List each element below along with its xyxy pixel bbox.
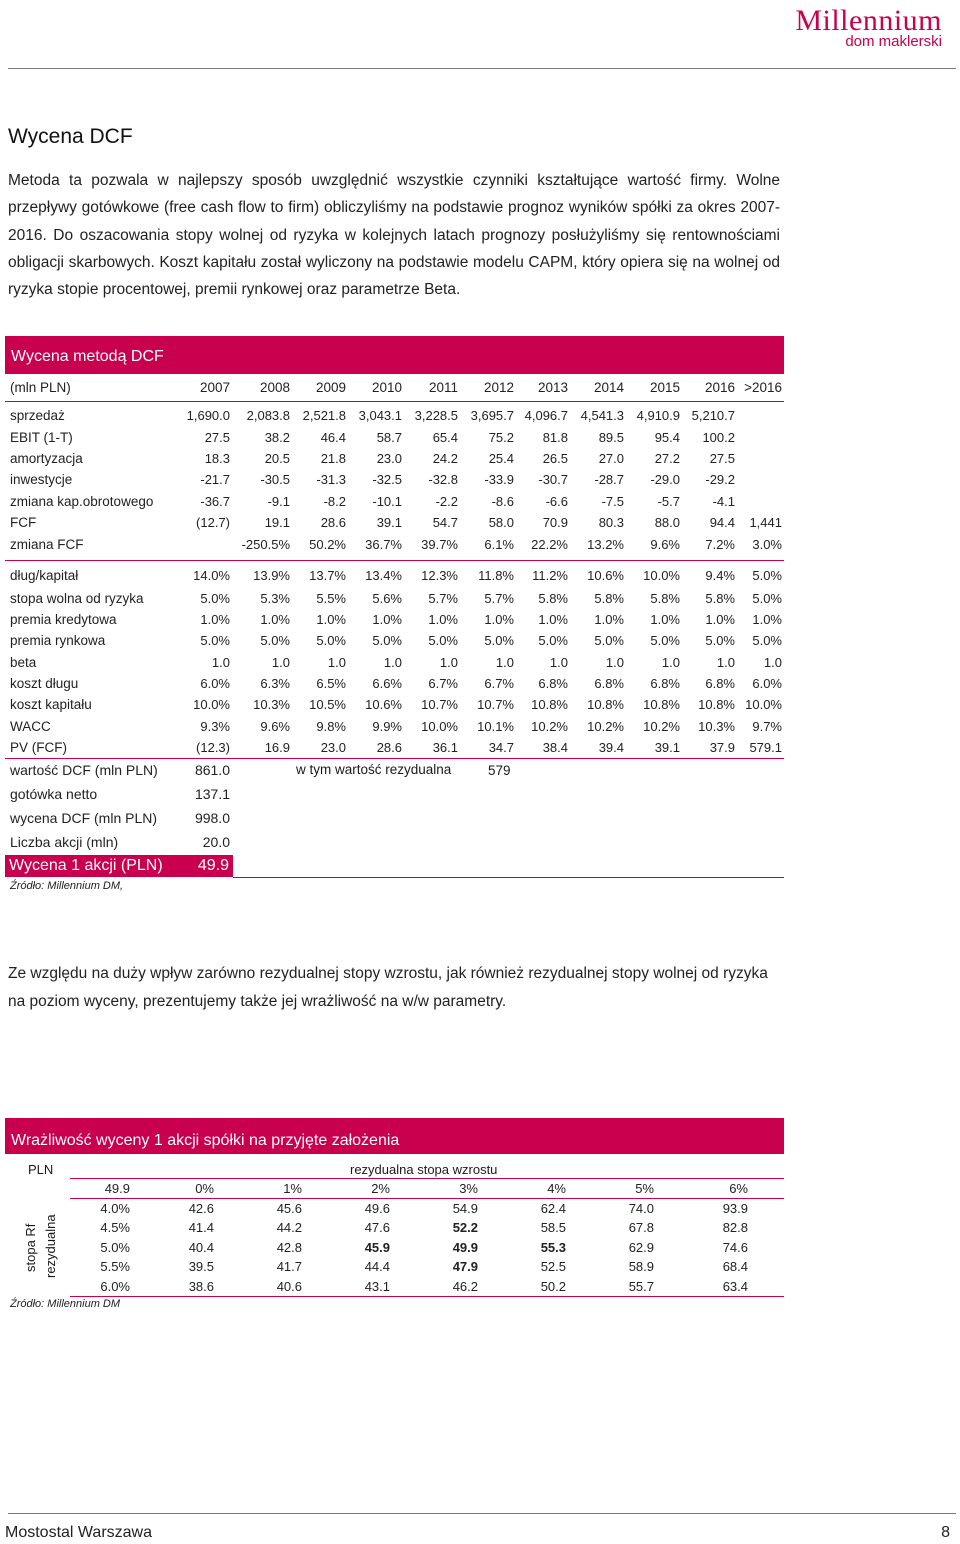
sensitivity-row-header: 4.0% [100, 1201, 130, 1216]
sensitivity-header-bar [5, 1118, 784, 1154]
logo-subtitle: dom maklerski [845, 33, 942, 50]
sensitivity-cell: 55.3 [540, 1240, 566, 1255]
table-cell: 23.0 [320, 740, 346, 755]
table-cell: 27.2 [654, 451, 680, 466]
table-cell: 12.3% [421, 568, 458, 583]
table-cell: 27.0 [598, 451, 624, 466]
sensitivity-cell: 58.9 [628, 1259, 654, 1274]
table-cell: 5.0% [428, 633, 458, 648]
table-cell: -28.7 [594, 472, 624, 487]
table-cell: 5.0% [650, 633, 680, 648]
sensitivity-cell: 49.6 [364, 1201, 390, 1216]
header-rule [8, 68, 956, 69]
sensitivity-cell: 55.7 [628, 1279, 654, 1294]
logo-brand: Millennium [795, 4, 942, 37]
year-header: 2016 [704, 380, 735, 395]
sensitivity-col-header: 4% [547, 1181, 566, 1196]
dcf-header-rule [5, 401, 784, 402]
table-cell: 9.6% [260, 719, 290, 734]
table-cell: 3,228.5 [414, 408, 458, 423]
table-cell: 28.6 [376, 740, 402, 755]
dcf-mid-rule [5, 560, 784, 561]
table-cell: -250.5% [241, 537, 290, 552]
dcf-bottom-rule [233, 877, 784, 878]
sensitivity-row-title-1: stopa Rf [23, 1223, 38, 1272]
sensitivity-col-header: 0% [195, 1181, 214, 1196]
sensitivity-cell: 54.9 [452, 1201, 478, 1216]
sensitivity-cell: 62.4 [540, 1201, 566, 1216]
table-cell: 5.8% [705, 591, 735, 606]
table-cell: 10.6% [587, 568, 624, 583]
year-header: 2007 [199, 380, 230, 395]
table-cell: 10.5% [309, 697, 346, 712]
table-cell: 5.7% [428, 591, 458, 606]
table-cell: 5.0% [752, 568, 782, 583]
table-cell: 3,695.7 [470, 408, 514, 423]
sensitivity-cell: 74.0 [628, 1201, 654, 1216]
table-cell: 75.2 [488, 430, 514, 445]
table-cell: 9.3% [200, 719, 230, 734]
table-cell: 50.2% [309, 537, 346, 552]
table-cell: 10.2% [643, 719, 680, 734]
table-cell: 10.7% [421, 697, 458, 712]
table-cell: 5.0% [200, 591, 230, 606]
table-cell: 1.0% [260, 612, 290, 627]
table-cell: -10.1 [372, 494, 402, 509]
table-cell: 88.0 [654, 515, 680, 530]
row-label: dług/kapitał [10, 568, 79, 583]
summary-value: 20.0 [202, 834, 230, 850]
table-cell: 5.0% [372, 633, 402, 648]
section-title: Wycena DCF [8, 125, 133, 148]
table-cell: -6.6 [545, 494, 568, 509]
row-label: WACC [10, 719, 51, 734]
year-header: 2012 [483, 380, 514, 395]
sensitivity-cell: 44.2 [276, 1220, 302, 1235]
per-share-bar [5, 855, 233, 877]
table-cell: 1.0 [439, 655, 458, 670]
sensitivity-cell: 63.4 [722, 1279, 748, 1294]
table-cell: 9.7% [752, 719, 782, 734]
summary-label: Liczba akcji (mln) [10, 834, 119, 850]
sensitivity-cell: 58.5 [540, 1220, 566, 1235]
sensitivity-row-header: 5.5% [100, 1259, 130, 1274]
dcf-pv-rule [5, 758, 784, 759]
table-cell: 13.9% [253, 568, 290, 583]
table-cell: 10.8% [643, 697, 680, 712]
row-label: zmiana FCF [10, 537, 84, 552]
table-cell: 5.8% [594, 591, 624, 606]
table-cell: (12.3) [196, 740, 230, 755]
table-cell: 10.2% [531, 719, 568, 734]
summary-value: 137.1 [194, 786, 230, 802]
table-cell: 10.8% [698, 697, 735, 712]
table-cell: 38.4 [542, 740, 568, 755]
sensitivity-row-header: 5.0% [100, 1240, 130, 1255]
table-cell: 6.3% [260, 676, 290, 691]
table-cell: 5.3% [260, 591, 290, 606]
table-cell: 4,910.9 [636, 408, 680, 423]
per-share-value: 49.9 [197, 857, 229, 874]
table-cell: 65.4 [432, 430, 458, 445]
table-cell: 1.0 [327, 655, 346, 670]
sensitivity-cell: 42.6 [188, 1201, 214, 1216]
sensitivity-cell: 50.2 [540, 1279, 566, 1294]
table-cell: -7.5 [601, 494, 624, 509]
sensitivity-col-header: 1% [283, 1181, 302, 1196]
sensitivity-cell: 40.6 [276, 1279, 302, 1294]
table-cell: 24.2 [432, 451, 458, 466]
table-cell: 14.0% [193, 568, 230, 583]
sensitivity-row-header: 6.0% [100, 1279, 130, 1294]
table-cell: 10.0% [193, 697, 230, 712]
footer-rule [8, 1513, 956, 1514]
table-cell: 1.0% [705, 612, 735, 627]
table-cell: 5.7% [484, 591, 514, 606]
sensitivity-cell: 46.2 [452, 1279, 478, 1294]
table-cell: 9.8% [316, 719, 346, 734]
table-cell: 21.8 [320, 451, 346, 466]
table-cell: 36.1 [432, 740, 458, 755]
sensitivity-cell: 49.9 [452, 1240, 478, 1255]
per-share-label: Wycena 1 akcji (PLN) [9, 857, 163, 874]
table-cell: 11.8% [478, 568, 514, 583]
footer-company: Mostostal Warszawa [5, 1524, 152, 1541]
table-cell: 13.4% [365, 568, 402, 583]
table-cell: 6.8% [705, 676, 735, 691]
sensitivity-row-header: 4.5% [100, 1220, 130, 1235]
table-cell: 5.6% [372, 591, 402, 606]
table-cell: 1.0% [650, 612, 680, 627]
year-header: 2011 [428, 380, 458, 395]
table-cell: 19.1 [264, 515, 290, 530]
table-cell: 5.0% [200, 633, 230, 648]
sensitivity-cell: 52.2 [452, 1220, 478, 1235]
table-cell: 1.0% [594, 612, 624, 627]
table-cell: 70.9 [542, 515, 568, 530]
sensitivity-col-header: 3% [459, 1181, 478, 1196]
table-cell: 6.8% [538, 676, 568, 691]
table-cell: -32.8 [428, 472, 458, 487]
dcf-table-title: Wycena metodą DCF [11, 348, 164, 365]
table-cell: -30.5 [260, 472, 290, 487]
table-cell: -21.7 [200, 472, 230, 487]
sensitivity-cell: 47.9 [452, 1259, 478, 1274]
sensitivity-col-header: 2% [371, 1181, 390, 1196]
table-cell: 22.2% [531, 537, 568, 552]
row-label: FCF [10, 515, 37, 530]
sensitivity-cell: 41.7 [276, 1259, 302, 1274]
table-cell: 3,043.1 [358, 408, 402, 423]
table-cell: 1,441 [749, 515, 782, 530]
row-label: koszt długu [10, 676, 79, 691]
year-header: 2014 [593, 380, 624, 395]
year-header: 2010 [371, 380, 402, 395]
table-cell: 6.1% [484, 537, 514, 552]
table-cell: 36.7% [365, 537, 402, 552]
table-cell: 10.2% [587, 719, 624, 734]
table-cell: 58.0 [488, 515, 514, 530]
middle-paragraph: Ze względu na duży wpływ zarówno rezydualnej stopy wzrostu, jak również rezydualnej stopy wolnej od ryzyka na poziom wyceny, prezentujemy także jej wrażliwość na w/w parametry. [8, 965, 768, 1010]
millennium-logo [752, 4, 942, 50]
sensitivity-cell: 82.8 [722, 1220, 748, 1235]
summary-label: wartość DCF (mln PLN) [10, 762, 158, 778]
sensitivity-base-value: 49.9 [104, 1181, 130, 1196]
table-cell: 1.0 [763, 655, 782, 670]
table-cell: 10.1% [477, 719, 514, 734]
sensitivity-cell: 67.8 [628, 1220, 654, 1235]
table-cell: 1.0% [372, 612, 402, 627]
table-cell: 1.0 [549, 655, 568, 670]
table-cell: 2,083.8 [246, 408, 290, 423]
table-cell: -2.2 [435, 494, 458, 509]
table-cell: 34.7 [488, 740, 514, 755]
table-cell: 11.2% [532, 568, 568, 583]
table-cell: 579.1 [749, 740, 782, 755]
year-header: 2009 [315, 380, 346, 395]
residual-value: 579 [488, 763, 511, 778]
row-label: premia rynkowa [10, 633, 106, 648]
table-cell: 6.6% [372, 676, 402, 691]
row-label: stopa wolna od ryzyka [10, 591, 144, 606]
sensitivity-cell: 43.1 [364, 1279, 390, 1294]
table-cell: 1.0 [495, 655, 514, 670]
table-cell: 16.9 [264, 740, 290, 755]
table-cell: 10.3% [698, 719, 735, 734]
table-cell: 37.9 [709, 740, 735, 755]
sensitivity-cell: 45.6 [276, 1201, 302, 1216]
summary-value: 998.0 [194, 810, 230, 826]
table-cell: 6.7% [428, 676, 458, 691]
sensitivity-header-rule [70, 1198, 784, 1199]
sensitivity-cell: 38.6 [188, 1279, 214, 1294]
sensitivity-cell: 39.5 [188, 1259, 214, 1274]
table-cell: 1,690.0 [186, 408, 230, 423]
table-cell: 1.0 [605, 655, 624, 670]
table-cell: 38.2 [264, 430, 290, 445]
year-header: 2013 [537, 380, 568, 395]
table-cell: 5.8% [650, 591, 680, 606]
table-cell: 10.8% [587, 697, 624, 712]
sensitivity-cell: 42.8 [276, 1240, 302, 1255]
row-label: beta [10, 655, 37, 670]
table-cell: 58.7 [376, 430, 402, 445]
table-cell: 10.0% [421, 719, 458, 734]
year-header: >2016 [744, 380, 782, 395]
table-cell: 39.1 [376, 515, 402, 530]
row-label: amortyzacja [10, 451, 83, 466]
sensitivity-cell: 68.4 [722, 1259, 748, 1274]
table-cell: 6.8% [594, 676, 624, 691]
table-cell: 4,541.3 [580, 408, 624, 423]
table-cell: 10.6% [365, 697, 402, 712]
table-cell: 5.0% [594, 633, 624, 648]
sensitivity-cell: 74.6 [722, 1240, 748, 1255]
table-cell: 5,210.7 [691, 408, 735, 423]
row-label: EBIT (1-T) [10, 430, 73, 445]
table-cell: 9.9% [372, 719, 402, 734]
table-cell: 10.8% [531, 697, 568, 712]
table-cell: 5.0% [484, 633, 514, 648]
row-label: premia kredytowa [10, 612, 117, 627]
table-cell: 95.4 [654, 430, 680, 445]
intro-paragraph: Metoda ta pozwala w najlepszy sposób uwzględnić wszystkie czynniki kształtujące wartość firmy. Wolne przepływy gotówkowe (free cash flow to firm) obliczyliśmy na podstawie prognoz wyników spółki za okres 2007-2016. Do oszacowania stopy wolnej od ryzyka w kolejnych latach prognozy posłużyliśmy się rentownościami obligacji skarbowych. Koszt kapitału został wyliczony na podstawie modelu CAPM, który opiera się na wolnej od ryzyka stopie procentowej, premii rynkowej oraz parametrze Beta. [8, 172, 780, 299]
table-cell: 23.0 [376, 451, 402, 466]
sensitivity-col-header: 5% [635, 1181, 654, 1196]
table-cell: 39.4 [598, 740, 624, 755]
sensitivity-bottom-rule [70, 1296, 784, 1297]
table-cell: 80.3 [598, 515, 624, 530]
table-cell: -29.2 [705, 472, 735, 487]
table-cell: -33.9 [484, 472, 514, 487]
table-cell: 1.0% [752, 612, 782, 627]
table-cell: 1.0 [383, 655, 402, 670]
sensitivity-title: Wrażliwość wyceny 1 akcji spółki na przyjęte założenia [11, 1132, 400, 1149]
table-cell: 39.7% [421, 537, 458, 552]
table-cell: 100.2 [702, 430, 735, 445]
table-cell: -29.0 [650, 472, 680, 487]
row-label: sprzedaż [10, 408, 65, 423]
table-cell: -36.7 [200, 494, 230, 509]
table-cell: -8.2 [323, 494, 346, 509]
table-cell: 6.8% [650, 676, 680, 691]
sensitivity-cell: 45.9 [364, 1240, 390, 1255]
row-label: koszt kapitału [10, 697, 92, 712]
table-cell: 9.6% [650, 537, 680, 552]
sensitivity-cell: 41.4 [188, 1220, 214, 1235]
table-cell: 26.5 [542, 451, 568, 466]
table-cell: 1.0% [484, 612, 514, 627]
sensitivity-cell: 47.6 [364, 1220, 390, 1235]
table-cell: 28.6 [320, 515, 346, 530]
table-cell: 6.0% [200, 676, 230, 691]
table-cell: 27.5 [204, 430, 230, 445]
table-cell: 13.2% [587, 537, 624, 552]
sensitivity-top-rule [70, 1178, 784, 1179]
dcf-source: Źródło: Millennium DM, [10, 880, 124, 892]
table-cell: 3.0% [752, 537, 782, 552]
table-cell: 13.7% [309, 568, 346, 583]
footer-page-number: 8 [941, 1524, 950, 1541]
table-cell: 5.0% [752, 633, 782, 648]
table-cell: 6.0% [752, 676, 782, 691]
table-cell: 10.0% [643, 568, 680, 583]
table-cell: 10.3% [253, 697, 290, 712]
sensitivity-corner-label: PLN [28, 1162, 54, 1177]
summary-label: gotówka netto [10, 786, 98, 802]
table-cell: 1.0 [211, 655, 230, 670]
table-cell: 1.0% [428, 612, 458, 627]
sensitivity-row-title-2: rezydualna [43, 1214, 58, 1278]
table-cell: 5.0% [316, 633, 346, 648]
sensitivity-cell: 40.4 [188, 1240, 214, 1255]
table-cell: -31.3 [316, 472, 346, 487]
row-label: zmiana kap.obrotowego [10, 494, 154, 509]
table-cell: 1.0% [200, 612, 230, 627]
table-cell: -4.1 [712, 494, 735, 509]
summary-label: wycena DCF (mln PLN) [10, 810, 158, 826]
year-header: 2015 [649, 380, 680, 395]
table-cell: 1.0 [661, 655, 680, 670]
table-cell: 4,096.7 [524, 408, 568, 423]
table-cell: 5.8% [538, 591, 568, 606]
table-cell: 5.0% [538, 633, 568, 648]
table-cell: 1.0 [716, 655, 735, 670]
row-label: inwestycje [10, 472, 73, 487]
sensitivity-source: Źródło: Millennium DM [10, 1298, 121, 1310]
dcf-unit-label: (mln PLN) [10, 380, 71, 395]
table-cell: 25.4 [488, 451, 514, 466]
table-cell: 54.7 [432, 515, 458, 530]
sensitivity-cell: 62.9 [628, 1240, 654, 1255]
table-cell: 10.0% [745, 697, 782, 712]
year-header: 2008 [259, 380, 290, 395]
table-cell: 6.5% [316, 676, 346, 691]
residual-label: w tym wartość rezydualna [296, 762, 452, 777]
table-cell: -5.7 [657, 494, 680, 509]
table-cell: 81.8 [542, 430, 568, 445]
table-cell: 2,521.8 [302, 408, 346, 423]
table-cell: 46.4 [320, 430, 346, 445]
table-cell: 9.4% [705, 568, 735, 583]
sensitivity-cell: 93.9 [722, 1201, 748, 1216]
table-cell: 10.7% [477, 697, 514, 712]
table-cell: 1.0% [316, 612, 346, 627]
table-cell: -32.5 [372, 472, 402, 487]
table-cell: (12.7) [196, 515, 230, 530]
table-cell: -8.6 [491, 494, 514, 509]
table-cell: 20.5 [264, 451, 290, 466]
dcf-table-header-bar [5, 336, 784, 374]
table-cell: 5.0% [260, 633, 290, 648]
table-cell: 6.7% [484, 676, 514, 691]
table-cell: -30.7 [538, 472, 568, 487]
table-cell: 5.0% [705, 633, 735, 648]
sensitivity-col-title: rezydualna stopa wzrostu [350, 1162, 498, 1177]
sensitivity-cell: 52.5 [540, 1259, 566, 1274]
table-cell: 94.4 [709, 515, 735, 530]
table-cell: 1.0% [538, 612, 568, 627]
sensitivity-col-header: 6% [729, 1181, 748, 1196]
table-cell: 1.0 [271, 655, 290, 670]
row-label: PV (FCF) [10, 740, 67, 755]
table-cell: 39.1 [654, 740, 680, 755]
summary-value: 861.0 [194, 762, 230, 778]
sensitivity-cell: 44.4 [364, 1259, 390, 1274]
table-cell: 89.5 [598, 430, 624, 445]
table-cell: 18.3 [204, 451, 230, 466]
table-cell: 5.5% [316, 591, 346, 606]
table-cell: 7.2% [705, 537, 735, 552]
table-cell: 27.5 [709, 451, 735, 466]
table-cell: 5.0% [752, 591, 782, 606]
table-cell: -9.1 [267, 494, 290, 509]
